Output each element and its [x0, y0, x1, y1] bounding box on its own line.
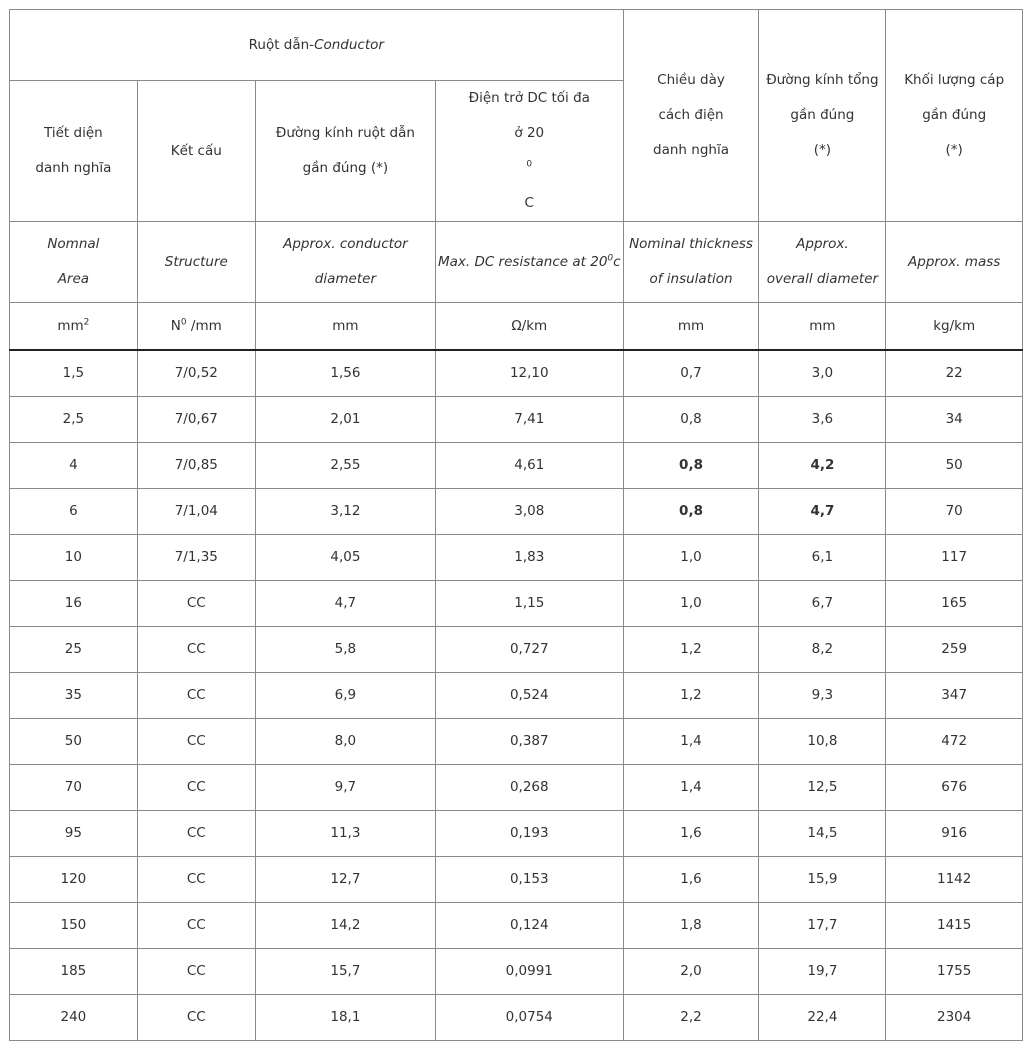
area-en-header: Nomnal Area — [10, 222, 138, 303]
mass-vn-header: Khối lượng cáp gần đúng (*) — [886, 10, 1023, 222]
unit-mass: kg/km — [886, 303, 1023, 351]
cell-resistance: 0,193 — [435, 811, 623, 857]
cell-insulation: 1,2 — [623, 627, 759, 673]
insulation-en-header: Nominal thickness of insulation — [623, 222, 759, 303]
cell-insulation: 0,8 — [623, 489, 759, 535]
cell-mass: 259 — [886, 627, 1023, 673]
table-row — [10, 673, 1023, 719]
cell-structure: CC — [137, 949, 255, 995]
cell-conductor-diameter: 9,7 — [255, 765, 435, 811]
cell-overall-diameter: 12,5 — [759, 765, 886, 811]
table-row — [10, 581, 1023, 627]
cell-insulation: 1,0 — [623, 535, 759, 581]
header-row-group — [10, 10, 1023, 81]
cell-area: 240 — [10, 995, 138, 1041]
cell-insulation: 1,4 — [623, 765, 759, 811]
cell-mass: 70 — [886, 489, 1023, 535]
cell-overall-diameter: 19,7 — [759, 949, 886, 995]
cell-overall-diameter: 15,9 — [759, 857, 886, 903]
cell-overall-diameter: 4,2 — [759, 443, 886, 489]
cell-area: 35 — [10, 673, 138, 719]
cell-area: 2,5 — [10, 397, 138, 443]
conductor-diameter-vn-header: Đường kính ruột dẫn gần đúng (*) — [255, 81, 435, 222]
cell-insulation: 1,0 — [623, 581, 759, 627]
cell-insulation: 1,2 — [623, 673, 759, 719]
cell-overall-diameter: 17,7 — [759, 903, 886, 949]
cell-area: 25 — [10, 627, 138, 673]
cell-overall-diameter: 3,0 — [759, 350, 886, 397]
cell-structure: CC — [137, 581, 255, 627]
cell-conductor-diameter: 5,8 — [255, 627, 435, 673]
cell-area: 95 — [10, 811, 138, 857]
table-row — [10, 995, 1023, 1041]
cell-area: 1,5 — [10, 350, 138, 397]
cell-conductor-diameter: 14,2 — [255, 903, 435, 949]
cell-resistance: 0,524 — [435, 673, 623, 719]
cell-structure: CC — [137, 673, 255, 719]
unit-insulation: mm — [623, 303, 759, 351]
cell-overall-diameter: 4,7 — [759, 489, 886, 535]
cell-area: 16 — [10, 581, 138, 627]
cell-overall-diameter: 8,2 — [759, 627, 886, 673]
cell-mass: 165 — [886, 581, 1023, 627]
cell-structure: CC — [137, 627, 255, 673]
cell-insulation: 1,8 — [623, 903, 759, 949]
unit-resistance: Ω/km — [435, 303, 623, 351]
cell-resistance: 4,61 — [435, 443, 623, 489]
cell-area: 10 — [10, 535, 138, 581]
cell-overall-diameter: 3,6 — [759, 397, 886, 443]
cell-resistance: 12,10 — [435, 350, 623, 397]
cell-resistance: 0,0754 — [435, 995, 623, 1041]
header-row-en — [10, 222, 1023, 303]
cell-structure: CC — [137, 857, 255, 903]
table-row — [10, 443, 1023, 489]
cell-overall-diameter: 6,7 — [759, 581, 886, 627]
cell-insulation: 2,0 — [623, 949, 759, 995]
cell-resistance: 0,387 — [435, 719, 623, 765]
cell-insulation: 2,2 — [623, 995, 759, 1041]
cell-mass: 1415 — [886, 903, 1023, 949]
cell-resistance: 0,727 — [435, 627, 623, 673]
cell-area: 70 — [10, 765, 138, 811]
cell-overall-diameter: 22,4 — [759, 995, 886, 1041]
cell-mass: 347 — [886, 673, 1023, 719]
cell-conductor-diameter: 4,7 — [255, 581, 435, 627]
overall-diameter-vn-header: Đường kính tổng gần đúng (*) — [759, 10, 886, 222]
unit-conductor-diameter: mm — [255, 303, 435, 351]
cell-mass: 50 — [886, 443, 1023, 489]
unit-structure: $N^0$ /mm — [137, 303, 255, 351]
cell-resistance: 7,41 — [435, 397, 623, 443]
cell-structure: CC — [137, 995, 255, 1041]
cell-overall-diameter: 6,1 — [759, 535, 886, 581]
cell-structure: 7/0,85 — [137, 443, 255, 489]
cell-structure: CC — [137, 903, 255, 949]
cell-mass: 1755 — [886, 949, 1023, 995]
cell-structure: 7/1,04 — [137, 489, 255, 535]
table-row — [10, 903, 1023, 949]
conductor-en-label: Conductor — [314, 36, 384, 53]
cell-conductor-diameter: 1,56 — [255, 350, 435, 397]
structure-vn-header: Kết cấu — [137, 81, 255, 222]
cell-mass: 676 — [886, 765, 1023, 811]
cell-structure: 7/0,52 — [137, 350, 255, 397]
cell-resistance: 3,08 — [435, 489, 623, 535]
cell-mass: 1142 — [886, 857, 1023, 903]
table-row — [10, 489, 1023, 535]
cell-insulation: 0,8 — [623, 443, 759, 489]
cell-conductor-diameter: 2,55 — [255, 443, 435, 489]
cell-resistance: 0,0991 — [435, 949, 623, 995]
cell-area: 50 — [10, 719, 138, 765]
table-row — [10, 765, 1023, 811]
cell-insulation: 1,6 — [623, 857, 759, 903]
area-vn-header: Tiết diện danh nghĩa — [10, 81, 138, 222]
overall-diameter-en-header: Approx. overall diameter — [759, 222, 886, 303]
cell-structure: 7/0,67 — [137, 397, 255, 443]
cell-structure: CC — [137, 719, 255, 765]
unit-overall-diameter: mm — [759, 303, 886, 351]
mass-en-header: Approx. mass — [886, 222, 1023, 303]
cell-mass: 34 — [886, 397, 1023, 443]
cell-conductor-diameter: 15,7 — [255, 949, 435, 995]
cell-area: 150 — [10, 903, 138, 949]
cell-insulation: 0,8 — [623, 397, 759, 443]
table-row — [10, 949, 1023, 995]
structure-en-header: Structure — [137, 222, 255, 303]
conductor-vn-label: Ruột dẫn- — [248, 36, 315, 53]
cell-area: 6 — [10, 489, 138, 535]
unit-row — [10, 303, 1023, 351]
cell-insulation: 0,7 — [623, 350, 759, 397]
cell-area: 4 — [10, 443, 138, 489]
table-row — [10, 397, 1023, 443]
table-row — [10, 811, 1023, 857]
cell-conductor-diameter: 12,7 — [255, 857, 435, 903]
cell-mass: 117 — [886, 535, 1023, 581]
table-row — [10, 535, 1023, 581]
cell-conductor-diameter: 2,01 — [255, 397, 435, 443]
cell-overall-diameter: 9,3 — [759, 673, 886, 719]
conductor-diameter-en-header: Approx. conductor diameter — [255, 222, 435, 303]
cell-resistance: 1,15 — [435, 581, 623, 627]
cell-mass: 2304 — [886, 995, 1023, 1041]
cell-insulation: 1,6 — [623, 811, 759, 857]
unit-area: $mm^2$ — [10, 303, 138, 351]
cell-conductor-diameter: 6,9 — [255, 673, 435, 719]
cell-mass: 472 — [886, 719, 1023, 765]
cell-conductor-diameter: 18,1 — [255, 995, 435, 1041]
insulation-vn-header: Chiều dày cách điện danh nghĩa — [623, 10, 759, 222]
resistance-vn-header: Điện trở DC tối đa ở 20 $^0$ C — [435, 81, 623, 222]
conductor-group-header — [10, 10, 624, 81]
cell-mass: 916 — [886, 811, 1023, 857]
cell-resistance: 1,83 — [435, 535, 623, 581]
table-row — [10, 857, 1023, 903]
cell-overall-diameter: 14,5 — [759, 811, 886, 857]
cell-resistance: 0,268 — [435, 765, 623, 811]
cell-resistance: 0,124 — [435, 903, 623, 949]
cell-structure: CC — [137, 765, 255, 811]
cell-mass: 22 — [886, 350, 1023, 397]
table-row — [10, 719, 1023, 765]
table-row — [10, 627, 1023, 673]
cell-conductor-diameter: 11,3 — [255, 811, 435, 857]
cell-conductor-diameter: 3,12 — [255, 489, 435, 535]
cell-structure: CC — [137, 811, 255, 857]
cell-area: 185 — [10, 949, 138, 995]
resistance-en-header: Max. DC resistance at $20^0c$ — [435, 222, 623, 303]
table-row — [10, 350, 1023, 397]
cell-insulation: 1,4 — [623, 719, 759, 765]
cell-conductor-diameter: 4,05 — [255, 535, 435, 581]
cell-overall-diameter: 10,8 — [759, 719, 886, 765]
cell-structure: 7/1,35 — [137, 535, 255, 581]
cell-area: 120 — [10, 857, 138, 903]
cell-conductor-diameter: 8,0 — [255, 719, 435, 765]
cable-spec-table — [9, 9, 1023, 1041]
cell-resistance: 0,153 — [435, 857, 623, 903]
